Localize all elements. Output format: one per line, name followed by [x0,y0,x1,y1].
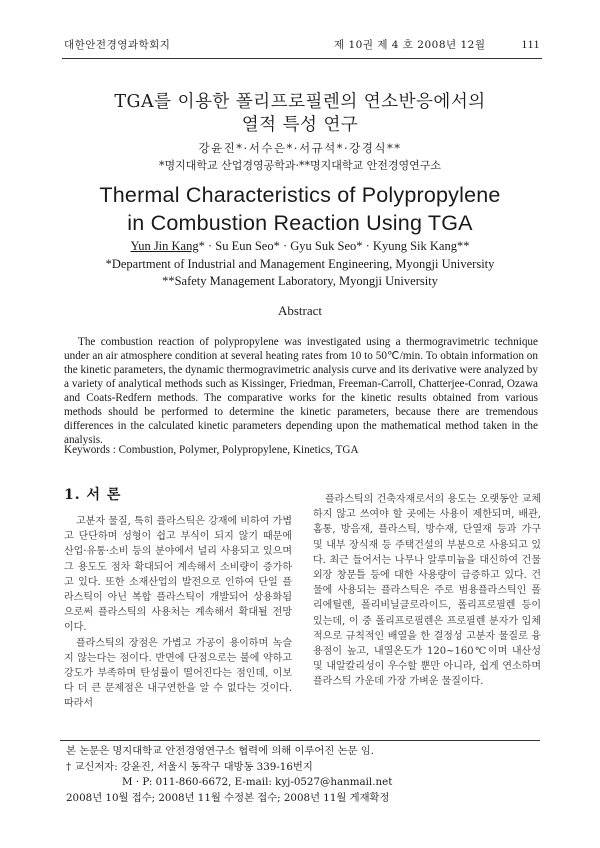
english-authors [0,239,600,254]
footnotes [66,744,546,806]
right-column [313,492,541,690]
english-title-line2: in Combustion Reaction Using TGA [127,211,473,235]
footnote-dates: 2008년 10월 접수; 2008년 11월 수정본 접수; 2008년 11월 게재확정 [66,791,390,804]
volume-issue: 제 10권 제 4 호 2008년 12월 [334,39,486,51]
header-rule [62,58,542,59]
abstract-heading: Abstract [277,303,323,318]
english-affiliation-2: **Safety Management Laboratory, Myongji University [162,274,438,288]
page-number: 111 [521,37,540,51]
keywords: Keywords : Combustion, Polymer, Polypropylene, Kinetics, TGA [64,444,359,456]
left-column [64,484,292,712]
intro-paragraph-3: 플라스틱의 건축자재로서의 용도는 오랫동안 교체하지 않고 쓰여야 할 곳에는 사용이 제한되며, 배관, 홈통, 방음재, 플라스틱, 방수재, 단열재 등과 가구 및 내부 장식재 등 주택건설의 부분으로 사용되고 있다. 최근 들어서는 나무나 알루미늄을 대신하여 건물외장 창문틀 등에 대한 사용량이 급증하고 있다. 건물에 사용되는 플라스틱은 주로 범용플라스틱인 폴리에틸렌, 폴리비닐클로라이드, 폴리프로필렌 등이 있는데, 이 중 폴리프로필렌은 프로필렌 분자가 입체적으로 규칙적인 배열을 한 결정성 고분자 물질로 융용점이 높고, 내열온도가 120~160℃이며 내산성 및 내알칼리성이 우수할 뿐만 아니라, 쉽게 연소하며 플라스틱 가운데 가장 가벼운 물질이다. [313,494,541,688]
footnote-corresponding-author: † 교신저자: 강윤진, 서울시 동작구 대방동 339-16번지 [66,760,313,773]
footnote-rule [60,740,540,741]
corresponding-author: Yun Jin Kang [130,239,199,253]
korean-affiliations: *명지대학교 산업경영공학과·**명지대학교 안전경영연구소 [158,159,441,172]
coauthors: * · Su Eun Seo* · Gyu Suk Seo* · Kyung Sik Kang** [198,239,470,253]
section-heading-introduction: 1. 서 론 [64,487,122,503]
intro-paragraph-2: 플라스틱의 장점은 가볍고 가공이 용이하며 녹슬지 않는다는 점이다. 반면에 단점으로는 불에 약하고 강도가 부족하며 탄성률이 떨어진다는 점인데, 이보다 더 큰 문제점은 내구연한을 알 수 없다는 것이다. 따라서 [64,637,292,710]
journal-name: 대한안전경영과학회지 [64,39,171,51]
english-affiliation-1: *Department of Industrial and Management Engineering, Myongji University [105,257,495,271]
korean-authors: 강윤진*·서수은*·서규석*·강경식** [198,141,402,155]
intro-paragraph-1: 고분자 물질, 특히 플라스틱은 강재에 비하여 가볍고 단단하며 성형이 쉽고 부식이 되지 않기 때문에 산업·유통·소비 등의 분야에서 널리 사용되고 있으며 그 용도도 점차 확대되어 계속해서 소비량이 증가하고 있다. 또한 소재산업의 발전으로 인하여 단일 플라스틱이 아닌 복합 플라스틱이 개발되어 상용화됨으로써 플라스틱의 사용처는 계속해서 확대될 전망이다. [64,516,292,634]
abstract-body: The combustion reaction of polypropylene was investigated using a thermogravimetric technique under an air atmosphere condition at several heating rates from 10 to 50℃/min. To obtain information on the kinetic parameters, the dynamic thermogravimetric analysis curve and its derivative were analyzed by a variety of analytical methods such as Kissinger, Friedman, Freeman-Carroll, Chatterjee-Conrad, Ozawa and Coats-Redfern methods. The comparative works for the kinetic results obtained from various methods should be performed to determine the kinetic parameters, because there are tremendous differences in the calculated kinetic parameters depending upon the mathematical method taken in the analysis. [64,336,538,446]
footnote-contact: M · P: 011-860-6672, E-mail: kyj-0527@hanmail.net [122,776,393,788]
korean-title-line1: TGA를 이용한 폴리프로필렌의 연소반응에서의 [114,92,486,112]
korean-title-line2: 열적 특성 연구 [241,115,359,135]
running-header [64,37,540,53]
footnote-acknowledgement: 본 논문은 명지대학교 안전경영연구소 협력에 의해 이루어진 논문 임. [66,745,374,757]
english-title-line1: Thermal Characteristics of Polypropylene [99,183,501,207]
